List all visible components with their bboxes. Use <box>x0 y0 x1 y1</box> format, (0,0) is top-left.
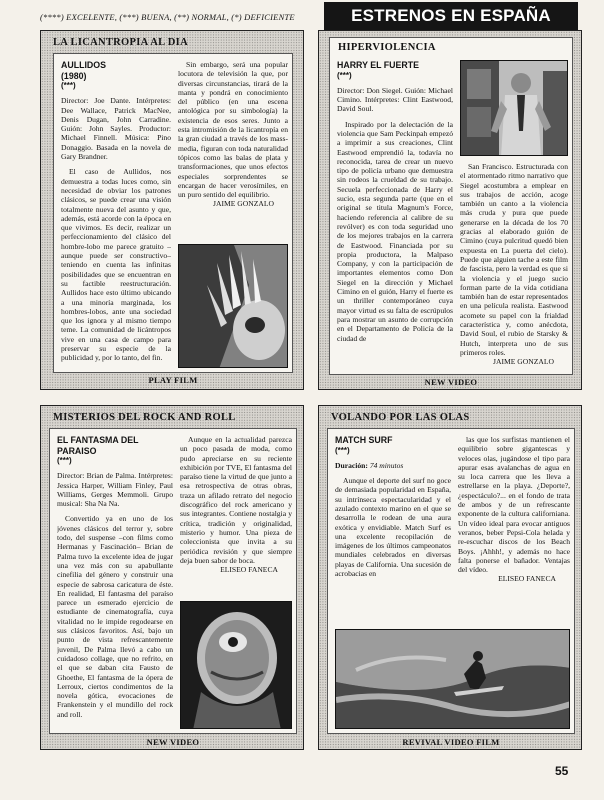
author-signature: ELISEO FANECA <box>220 565 278 575</box>
film-credits: Director: Joe Dante. Intérpretes: Dee Wallace, Patrick MacNee, Denis Dugan, John Carradine. Guión: John Sayles. Productor: Michael Finnell. Música: Pino Donaggio. Basada en la novela de Gary Brandner. <box>61 96 171 162</box>
review-column-right <box>460 162 568 372</box>
review-column-left <box>57 435 173 731</box>
box-title: VOLANDO POR LAS OLAS <box>331 412 470 423</box>
review-text: Aunque en la actualidad parezca un poco pasada de moda, como pudo apreciarse en su reciente exhibición por TVE, El fantasma del paraíso tiene la virtud de que junto a esa retrospectiva de otras obras, traza un afilado retrato del negocio discográfico del rock americano y sus integrantes. Contiene nostalgia y crítica, tradición y originalidad, misterio y humor. Una pieza de coleccionista que invita a su periódica revisión y que siempre deja buen sabor de boca. <box>180 435 292 565</box>
review-box-aullidos <box>40 30 304 390</box>
review-panel <box>49 428 297 734</box>
film-title: EL FANTASMA DEL <box>57 435 139 445</box>
film-duration <box>335 461 451 470</box>
review-box-harry <box>318 30 582 390</box>
film-title-continued: PARAISO <box>57 445 97 456</box>
review-text: Aunque el deporte del surf no goce de demasiada popularidad en España, su intrínseca espectacularidad y el azulado contexto marino en el que se desarrolla le rodean de una aura exótica y envidiable. Match Surf es una excelente recopilación de imágenes de los últimos campeonatos mundiales celebrados en diversas playas de California. Una sucesión de acrobacias en <box>335 476 451 579</box>
film-title: MATCH SURF <box>335 435 393 445</box>
box-title: HIPERVIOLENCIA <box>338 42 436 53</box>
review-text: Inspirado por la delectación de la violencia que Sam Peckinpah empezó a imprimir a sus creaciones, Clint Eastwood emprendió la, todavía no reconocida, tarea de crear un nuevo tipo de policía urbano que demuestra sin rodeos la crueldad de su trabajo. Secuela perfeccionada de Harry el sucio, esta segunda parte (que en el original se titula Magnum's Force, haciendo referencia al calibre de su revólver) es con toda seguridad uno de los mejores trabajos en la carrera de Eastwood. Financiada por su propia productora, la Malpaso Company, y con la participación de importantes elementos como Don Siegel en la dirección y Michael Cimino en el guión, Harry el fuerte es un thriller contemporáneo cuya mayor virtud es su falta de escrúpulos para mostrar un asunto de corrupción en el Departamento de Policía de la ciudad de <box>337 119 453 343</box>
review-panel <box>329 37 573 375</box>
distributor-label: NEW VIDEO <box>424 377 478 387</box>
film-rating: (***) <box>337 70 352 80</box>
werewolf-photo <box>178 244 288 368</box>
review-text: Sin embargo, será una popular locutora de televisión la que, por diversas circunstancias, tirará de la manta y pondrá en conocimiento del público (en una escena antológica por su simbología) la existencia de esos seres. Junto a esta intromisión de la licantropía en la gran ciudad a través de los mass-media, figuran con toda naturalidad tópicos como las balas de plata y transformaciones, que unos efectos especiales sorprendentes se encargan de hacer verosímiles, en un puro sentido del equilibrio. <box>178 60 288 200</box>
review-text: El caso de Aullidos, nos demuestra a todas luces como, sin necesidad de obviar los patrones clásicos, se puede crear una visión totalmente nueva del asunto y que, además, está acorde con la época en que vivimos. Es decir, realizar un perfeccionamiento del clásico del hombre-lobo me parece gratuito –aunque puede ser constructivo– teniendo en cuenta las infinitas posibilidades que se encuentran en su factible reestructuración. Aullidos hace esto último ubicando a una minoría marginada, los hombres-lobos, ante una sociedad que los ignora y al mismo tiempo teme. La comunidad de licántropos vive en una casa de campo para preservar su especie de la publicidad y, por lo tanto, del fin. <box>61 167 171 363</box>
duration-label: Duración: <box>335 460 368 470</box>
author-signature: JAIME GONZALO <box>493 357 554 367</box>
clint-eastwood-photo <box>460 60 568 156</box>
author-signature: JAIME GONZALO <box>213 199 274 209</box>
distributor-label: NEW VIDEO <box>146 737 200 747</box>
film-title: HARRY EL FUERTE <box>337 60 419 70</box>
duration-value: 74 minutos <box>369 460 404 470</box>
review-text: Convertido ya en uno de los jóvenes clásicos del terror y, sobre todo, del suspense –con films como Hermanas y Fascinación– Brian de Palma tuvo la excelente idea de jugar una vez más con su apabullante cinefilia del género y construir una especie de sabrosa caricatura de éste. En realidad, El fantasma del paraíso parece un esmerado ejercicio de estudiante de cinematografía, cuya vitalidad no le impide regodearse en sus clásicos favoritos. Así, bajo un punto de vista refrescantemente juvenil, De Palma llevó a cabo un cuidadoso collage, que no refrito, en el que se daban cita Fausto de Ghoethe, El fantasma de la ópera de Lerroux, ciertos condimentos de la novela gótica, evocaciones de Frankenstein y el mundillo del rock and roll. <box>57 514 173 719</box>
review-column-left <box>337 60 453 372</box>
review-column-left <box>335 435 451 627</box>
page-number: 55 <box>555 764 569 778</box>
film-rating: (***) <box>61 81 76 90</box>
review-text: San Francisco. Estructurada con el atormentado ritmo narrativo que Siegel acostumbra a emplear en sus trabajos de acción, acoge también un canto a la violencia más cruda y pura que puede generarse en la década de los 70 gracias al elaborado guión de Cimino (cuya pulcritud quedó bien expuesta en La puerta del cielo). Puede que alguien tache a este film de fascista, pero la verdad es que si la violencia y el juego sucio forman parte de la vida cotidiana también han de estar representados en una película realista. Eastwood acomete su papel con la frialdad característica y, como anécdota, David Soul, el rubio de Starsky & Hutch, interpreta uno de sus primeros roles. <box>460 162 568 357</box>
review-box-fantasma <box>40 405 304 750</box>
review-column-right <box>458 435 570 627</box>
review-panel <box>327 428 575 734</box>
film-credits: Director: Brian de Palma. Intérpretes: Jessica Harper, William Finley, Paul Williams, Gerges Memmoli. Grupo musical: Sha Na Na. <box>57 471 173 509</box>
film-title: AULLIDOS <box>61 60 106 70</box>
review-column-left <box>61 60 171 370</box>
distributor-label: REVIVAL VIDEO FILM <box>402 737 500 747</box>
review-column-right <box>180 435 292 595</box>
review-text: las que los surfistas mantienen el equilibrio sobre gigantescas y veloces olas, jugándose el tipo para apurar esas avalanchas de agua en su loca carrera que les lleva a estrellarse en la playa. ¿Deporte?, ¿espectáculo?... en el fondo de trata de ambos y de un refrescante exponente de la cultura californiana. Un vídeo ideal para evocar antiguos veranos, beber Pepsi-Cola helada y re-escuchar discos de los Beach Boys. ¡Ahhh!, y además no hace falta ponerse el bañador. Ventajas del vídeo. <box>458 435 570 575</box>
film-rating: (***) <box>57 456 72 465</box>
review-box-match-surf <box>318 405 582 750</box>
review-panel <box>53 53 293 373</box>
section-banner: ESTRENOS EN ESPAÑA <box>324 2 578 30</box>
box-title: LA LICANTROPIA AL DIA <box>53 37 188 48</box>
author-signature: ELISEO FANECA <box>498 574 556 584</box>
distributor-label: PLAY FILM <box>148 375 198 385</box>
phantom-mask-photo <box>180 601 292 729</box>
rating-legend: (****) EXCELENTE, (***) BUENA, (**) NORMAL, (*) DEFICIENTE <box>40 12 295 22</box>
film-rating: (***) <box>335 445 350 455</box>
film-year: (1980) <box>61 70 87 81</box>
review-column-right <box>178 60 288 236</box>
box-title: MISTERIOS DEL ROCK AND ROLL <box>53 412 236 423</box>
surfer-photo <box>335 629 570 729</box>
film-credits: Director: Don Siegel. Guión: Michael Cimino. Intérpretes: Clint Eastwood, David Soul. <box>337 85 453 114</box>
